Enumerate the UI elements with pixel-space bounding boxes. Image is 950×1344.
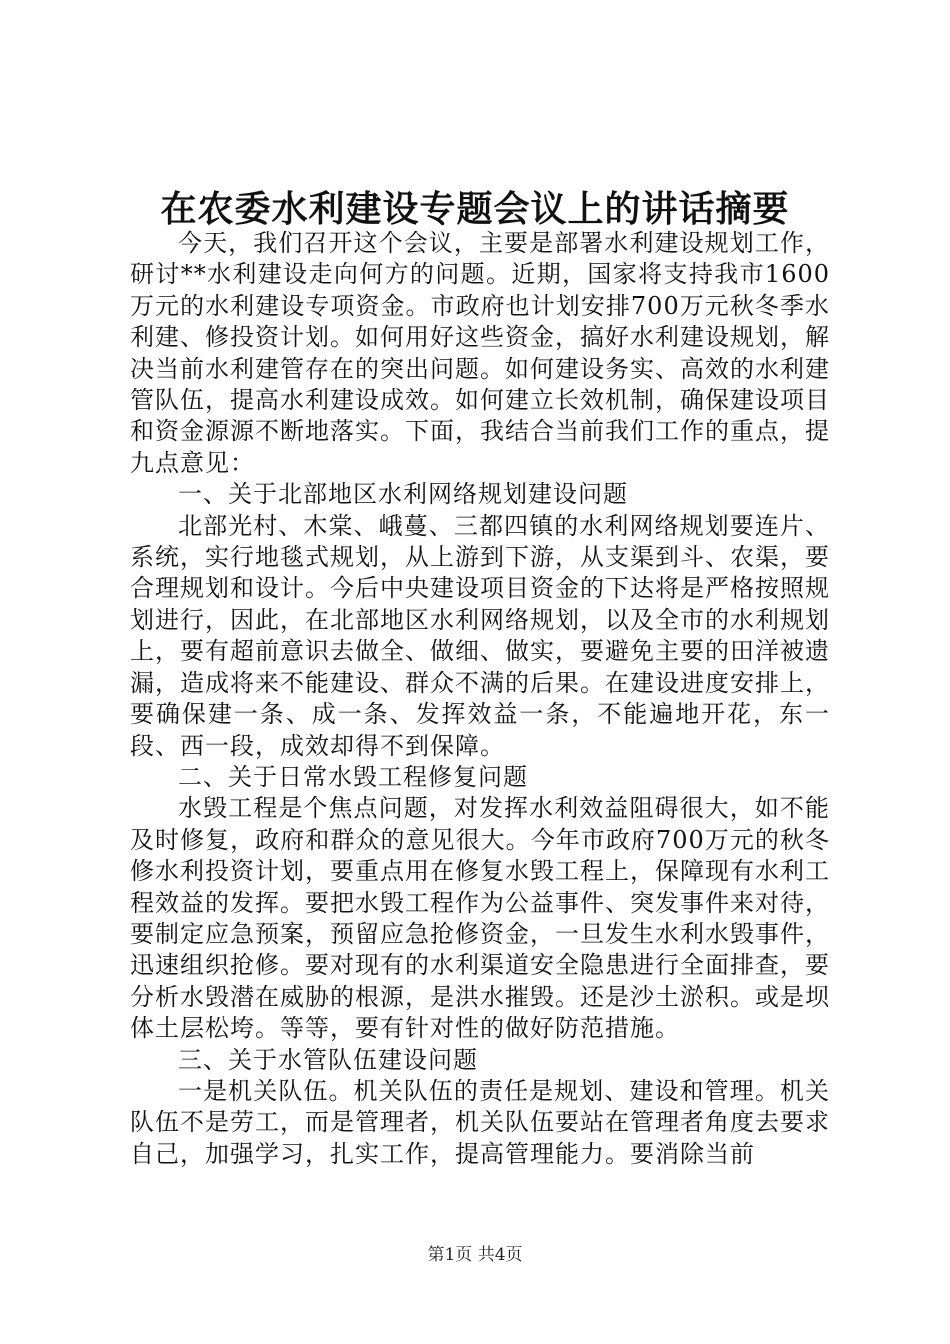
section-heading-2: 二、关于日常水毁工程修复问题 [178, 762, 528, 791]
document-body [130, 228, 830, 1170]
intro-paragraph: 今天，我们召开这个会议，主要是部署水利建设规划工作，研讨**水利建设走向何方的问题。近期，国家将支持我市1600万元的水利建设专项资金。市政府也计划安排700万元秋冬季水利建、修投资计划。如何用好这些资金，搞好水利建设规划，解决当前水利建管存在的突出问题。如何建设务实、高效的水利建管队伍，提高水利建设成效。如何建立长效机制，确保建设项目和资金源源不断地落实。下面，我结合当前我们工作的重点，提九点意见： [130, 229, 830, 477]
section-paragraph-2: 水毁工程是个焦点问题，对发挥水利效益阻碍很大，如不能及时修复，政府和群众的意见很大。今年市政府700万元的秋冬修水利投资计划，要重点用在修复水毁工程上，保障现有水利工程效益的发挥。要把水毁工程作为公益事件、突发事件来对待，要制定应急预案，预留应急抢修资金，一旦发生水利水毁事件，迅速组织抢修。要对现有的水利渠道安全隐患进行全面排查，要分析水毁潜在威胁的根源，是洪水摧毁。还是沙土淤积。或是坝体土层松垮。等等，要有针对性的做好防范措施。 [130, 794, 830, 1043]
page-footer: 第1页 共4页 [427, 1245, 523, 1265]
section-paragraph-1: 北部光村、木棠、峨蔓、三都四镇的水利网络规划要连片、系统，实行地毯式规划，从上游到下游，从支渠到斗、农渠，要合理规划和设计。今后中央建设项目资金的下达将是严格按照规划进行，因此，在北部地区水利网络规划，以及全市的水利规划上，要有超前意识去做全、做细、做实，要避免主要的田洋被遗漏，造成将来不能建设、群众不满的后果。在建设进度安排上，要确保建一条、成一条、发挥效益一条，不能遍地开花，东一段、西一段，成效却得不到保障。 [130, 511, 830, 760]
section-paragraph-3: 一是机关队伍。机关队伍的责任是规划、建设和管理。机关队伍不是劳工，而是管理者，机关队伍要站在管理者角度去要求自己，加强学习，扎实工作，提高管理能力。要消除当前 [130, 1076, 830, 1168]
section-heading-1: 一、关于北部地区水利网络规划建设问题 [178, 480, 628, 509]
document-title: 在农委水利建设专题会议上的讲话摘要 [160, 188, 790, 230]
section-heading-3: 三、关于水管队伍建设问题 [178, 1045, 478, 1074]
